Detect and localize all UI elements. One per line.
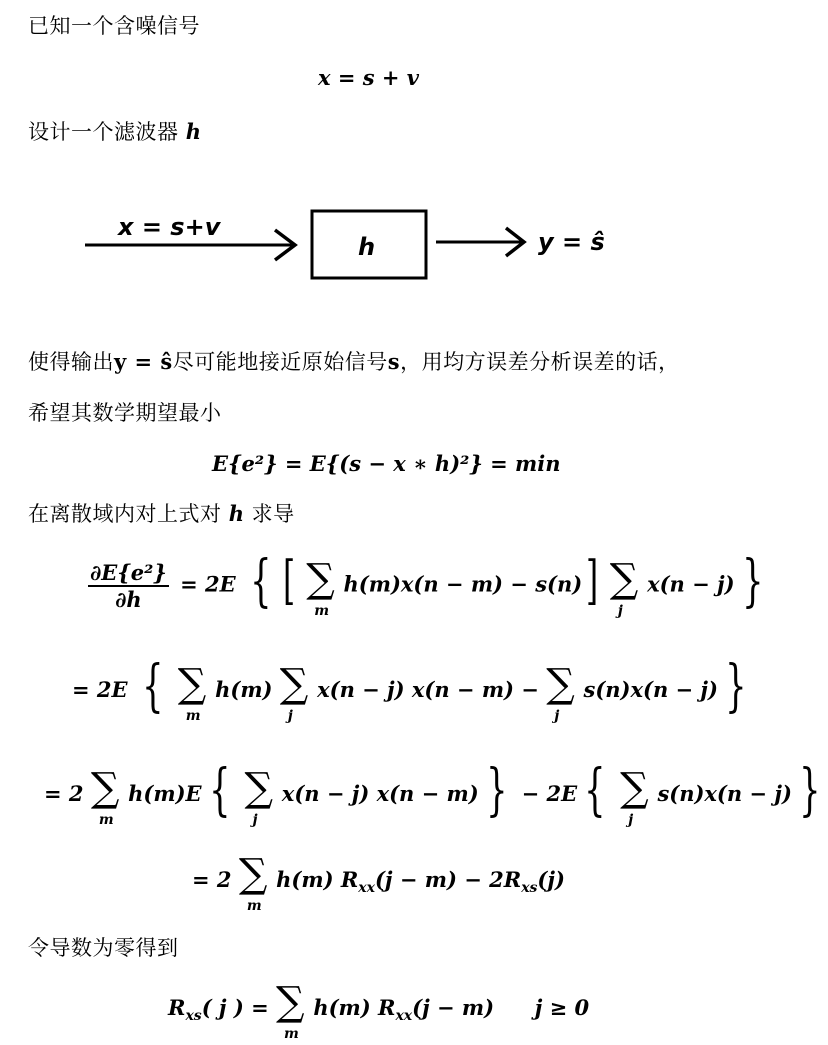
filter-block-label: h: [358, 233, 376, 261]
derivation-line-1: $\frac{\text{∂E\{e²\}}}{\partial h}$ = 2E { [ ∑ m h(m)x(n − m) − s(n)] ∑ j x(n − j) }: [90, 548, 764, 619]
sum-symbol: ∑ m: [276, 979, 305, 1042]
goal-text-a: 使得输出: [28, 350, 114, 374]
design-h: h: [185, 119, 202, 144]
final-condition: j ≥ 0: [534, 995, 590, 1020]
line4-term3: (j): [537, 867, 565, 892]
sum-symbol: ∑ j: [609, 555, 639, 619]
line2-eq: = 2E: [72, 677, 128, 702]
output-label: y = ŝ: [538, 228, 605, 256]
final-equation: [168, 979, 590, 1042]
sum-symbol: ∑ j: [620, 765, 649, 828]
derive-text: [28, 498, 295, 528]
signal-equation: x = s + v: [318, 65, 419, 90]
final-term2: (j − m): [412, 995, 495, 1020]
line4-term1: h(m) R: [276, 867, 359, 892]
intro-text: 已知一个含噪信号: [28, 14, 200, 38]
input-label: x = s+v: [118, 213, 221, 241]
derive-h: h: [228, 501, 245, 526]
line3-term1: h(m)E: [128, 781, 202, 806]
line3-eq: = 2: [44, 781, 84, 806]
fraction-denominator: ∂h: [115, 587, 142, 612]
line4-term2: (j − m) − 2R: [374, 867, 522, 892]
derivation-line-4: [192, 851, 565, 914]
sum-symbol: ∑ j: [546, 661, 575, 724]
goal-text-c: ，用均方误差分析误差的话，: [400, 350, 680, 374]
derivation-line-3: = 2 ∑ m h(m)E { ∑ j x(n − j) x(n − m) } − 2E { ∑ j s(n)x(n − j) }: [44, 758, 821, 828]
sum-symbol: ∑ m: [90, 765, 120, 828]
mse-equation: E{e²} = E{(s − x ∗ h)²} = min: [212, 451, 561, 476]
sum-symbol: ∑ m: [306, 555, 335, 619]
derivation-line-2: = 2E { ∑ m h(m) ∑ j x(n − j) x(n − m) − ∑ j s(n)x(n − j) }: [72, 654, 747, 724]
sum-symbol: ∑ j: [279, 661, 309, 724]
sum-symbol: ∑ m: [177, 661, 207, 724]
zero-text: 令导数为零得到: [28, 936, 179, 960]
line2-term3: s(n)x(n − j): [583, 677, 718, 702]
final-lhs: R: [168, 995, 186, 1020]
design-label: 设计一个滤波器: [28, 120, 186, 144]
final-term1: h(m) R: [313, 995, 396, 1020]
line1-term2: x(n − j): [647, 571, 735, 597]
derive-tail: 求导: [244, 502, 295, 526]
sum-symbol: ∑ j: [244, 765, 274, 828]
filter-diagram: [0, 190, 720, 300]
goal-text-b: 尽可能地接近原始信号: [172, 350, 388, 374]
goal-line1: [28, 346, 680, 376]
goal-line2: 希望其数学期望最小: [28, 401, 222, 425]
derive-label: 在离散域内对上式对: [28, 502, 229, 526]
line1-term1: h(m)x(n − m) − s(n): [343, 571, 583, 597]
line2-term2: x(n − j) x(n − m) −: [317, 677, 539, 702]
line1-eq: = 2E: [180, 571, 236, 597]
line3-term2: x(n − j) x(n − m): [281, 781, 479, 806]
line2-term1: h(m): [215, 677, 273, 702]
sum-symbol: ∑ m: [238, 851, 268, 914]
sub-xs: xs: [521, 880, 538, 896]
sub-xx: xx: [395, 1008, 413, 1024]
fraction-numerator: ∂E{e²}: [90, 560, 167, 585]
final-lhs-arg: ( j ) =: [201, 995, 269, 1020]
design-text: [28, 116, 201, 146]
goal-y: y = ŝ: [114, 349, 173, 374]
sub-xx: xx: [358, 880, 375, 896]
line4-eq: = 2: [192, 867, 232, 892]
line3-mid: − 2E: [521, 781, 578, 806]
line3-term3: s(n)x(n − j): [657, 781, 792, 806]
derivative-fraction: [88, 560, 169, 612]
sub-xs: xs: [185, 1008, 202, 1024]
goal-s: s: [387, 349, 401, 374]
